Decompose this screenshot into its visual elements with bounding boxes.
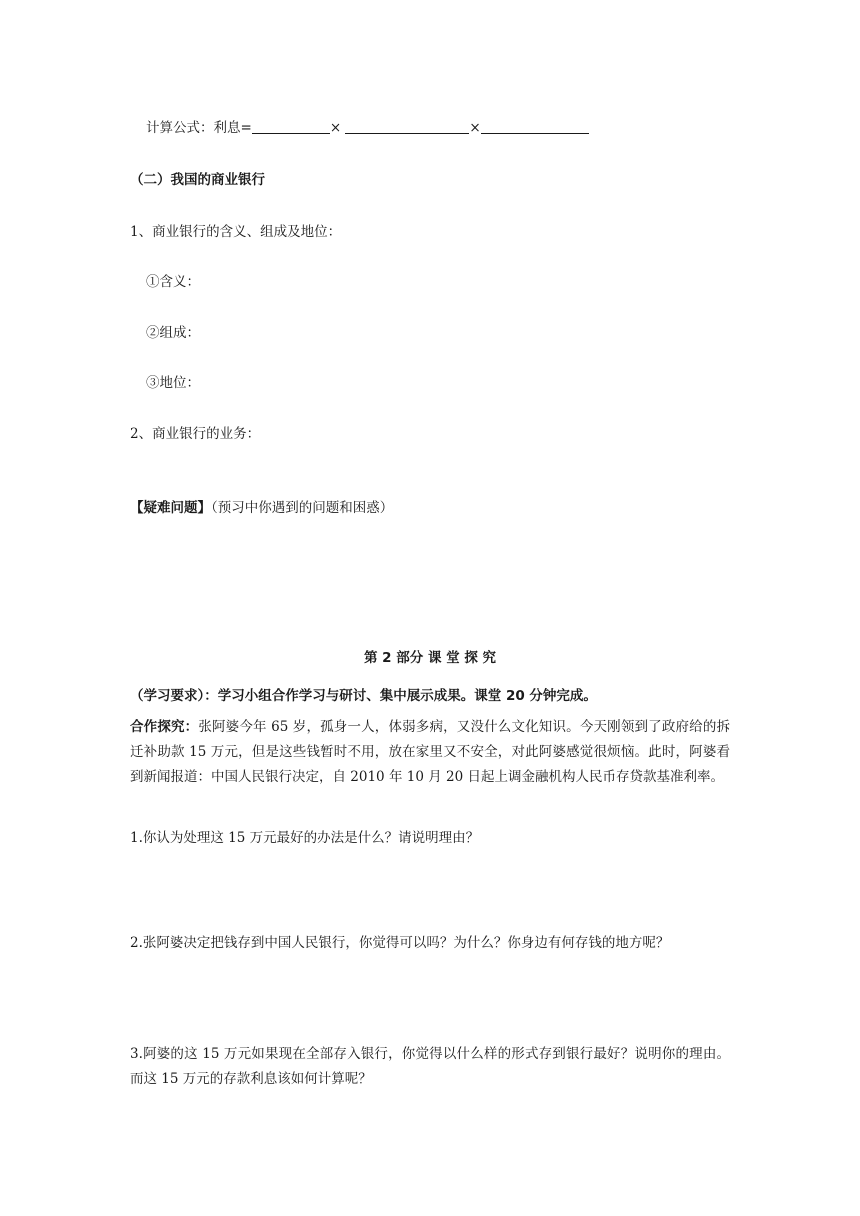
sub-item-composition: ②组成： [146,325,200,341]
times-sign-2: × [469,120,481,136]
coop-text: 张阿婆今年 65 岁，孤身一人，体弱多病，又没什么文化知识。今天刚领到了政府给的拆迁补助款 15 万元，但是这些钱暂时不用，放在家里又不安全，对此阿婆感觉很烦恼。此时，阿婆看到新闻报道：中国人民银行决定，自 2010 年 10 月 20 日起上调金融机构人民币存贷款基准利率。 [130,719,730,785]
coop-label: 合作探究： [130,719,199,735]
learning-requirement: （学习要求）：学习小组合作学习与研讨、集中展示成果。课堂 20 分钟完成。 [130,688,597,704]
item-1: 1、商业银行的含义、组成及地位： [130,224,342,240]
question-3: 3.阿婆的这 15 万元如果现在全部存入银行，你觉得以什么样的形式存到银行最好？说明你的理由。而这 15 万元的存款利息该如何计算呢？ [130,1046,730,1087]
formula-blank-3[interactable] [481,119,589,134]
item-2: 2、商业银行的业务： [130,426,261,442]
formula-blank-2[interactable] [345,119,469,134]
difficulty-line [130,498,393,518]
formula-line [146,118,589,138]
sub-item-status: ③地位： [146,375,200,391]
difficulty-title: 【疑难问题】 [130,500,211,516]
times-sign-1: × [329,120,342,136]
formula-blank-1[interactable] [252,119,330,134]
question-2: 2.张阿婆决定把钱存到中国人民银行，你觉得可以吗？为什么？你身边有何存钱的地方呢？ [130,935,670,951]
cooperative-inquiry [130,715,730,790]
section-heading: （二）我国的商业银行 [130,172,265,188]
formula-label: 计算公式：利息= [146,120,252,136]
sub-item-meaning: ①含义： [146,274,200,290]
difficulty-note: （预习中你遇到的问题和困惑） [211,500,394,516]
part2-title: 第 2 部分 课 堂 探 究 [363,650,497,666]
question-1: 1.你认为处理这 15 万元最好的办法是什么？请说明理由？ [130,830,480,846]
